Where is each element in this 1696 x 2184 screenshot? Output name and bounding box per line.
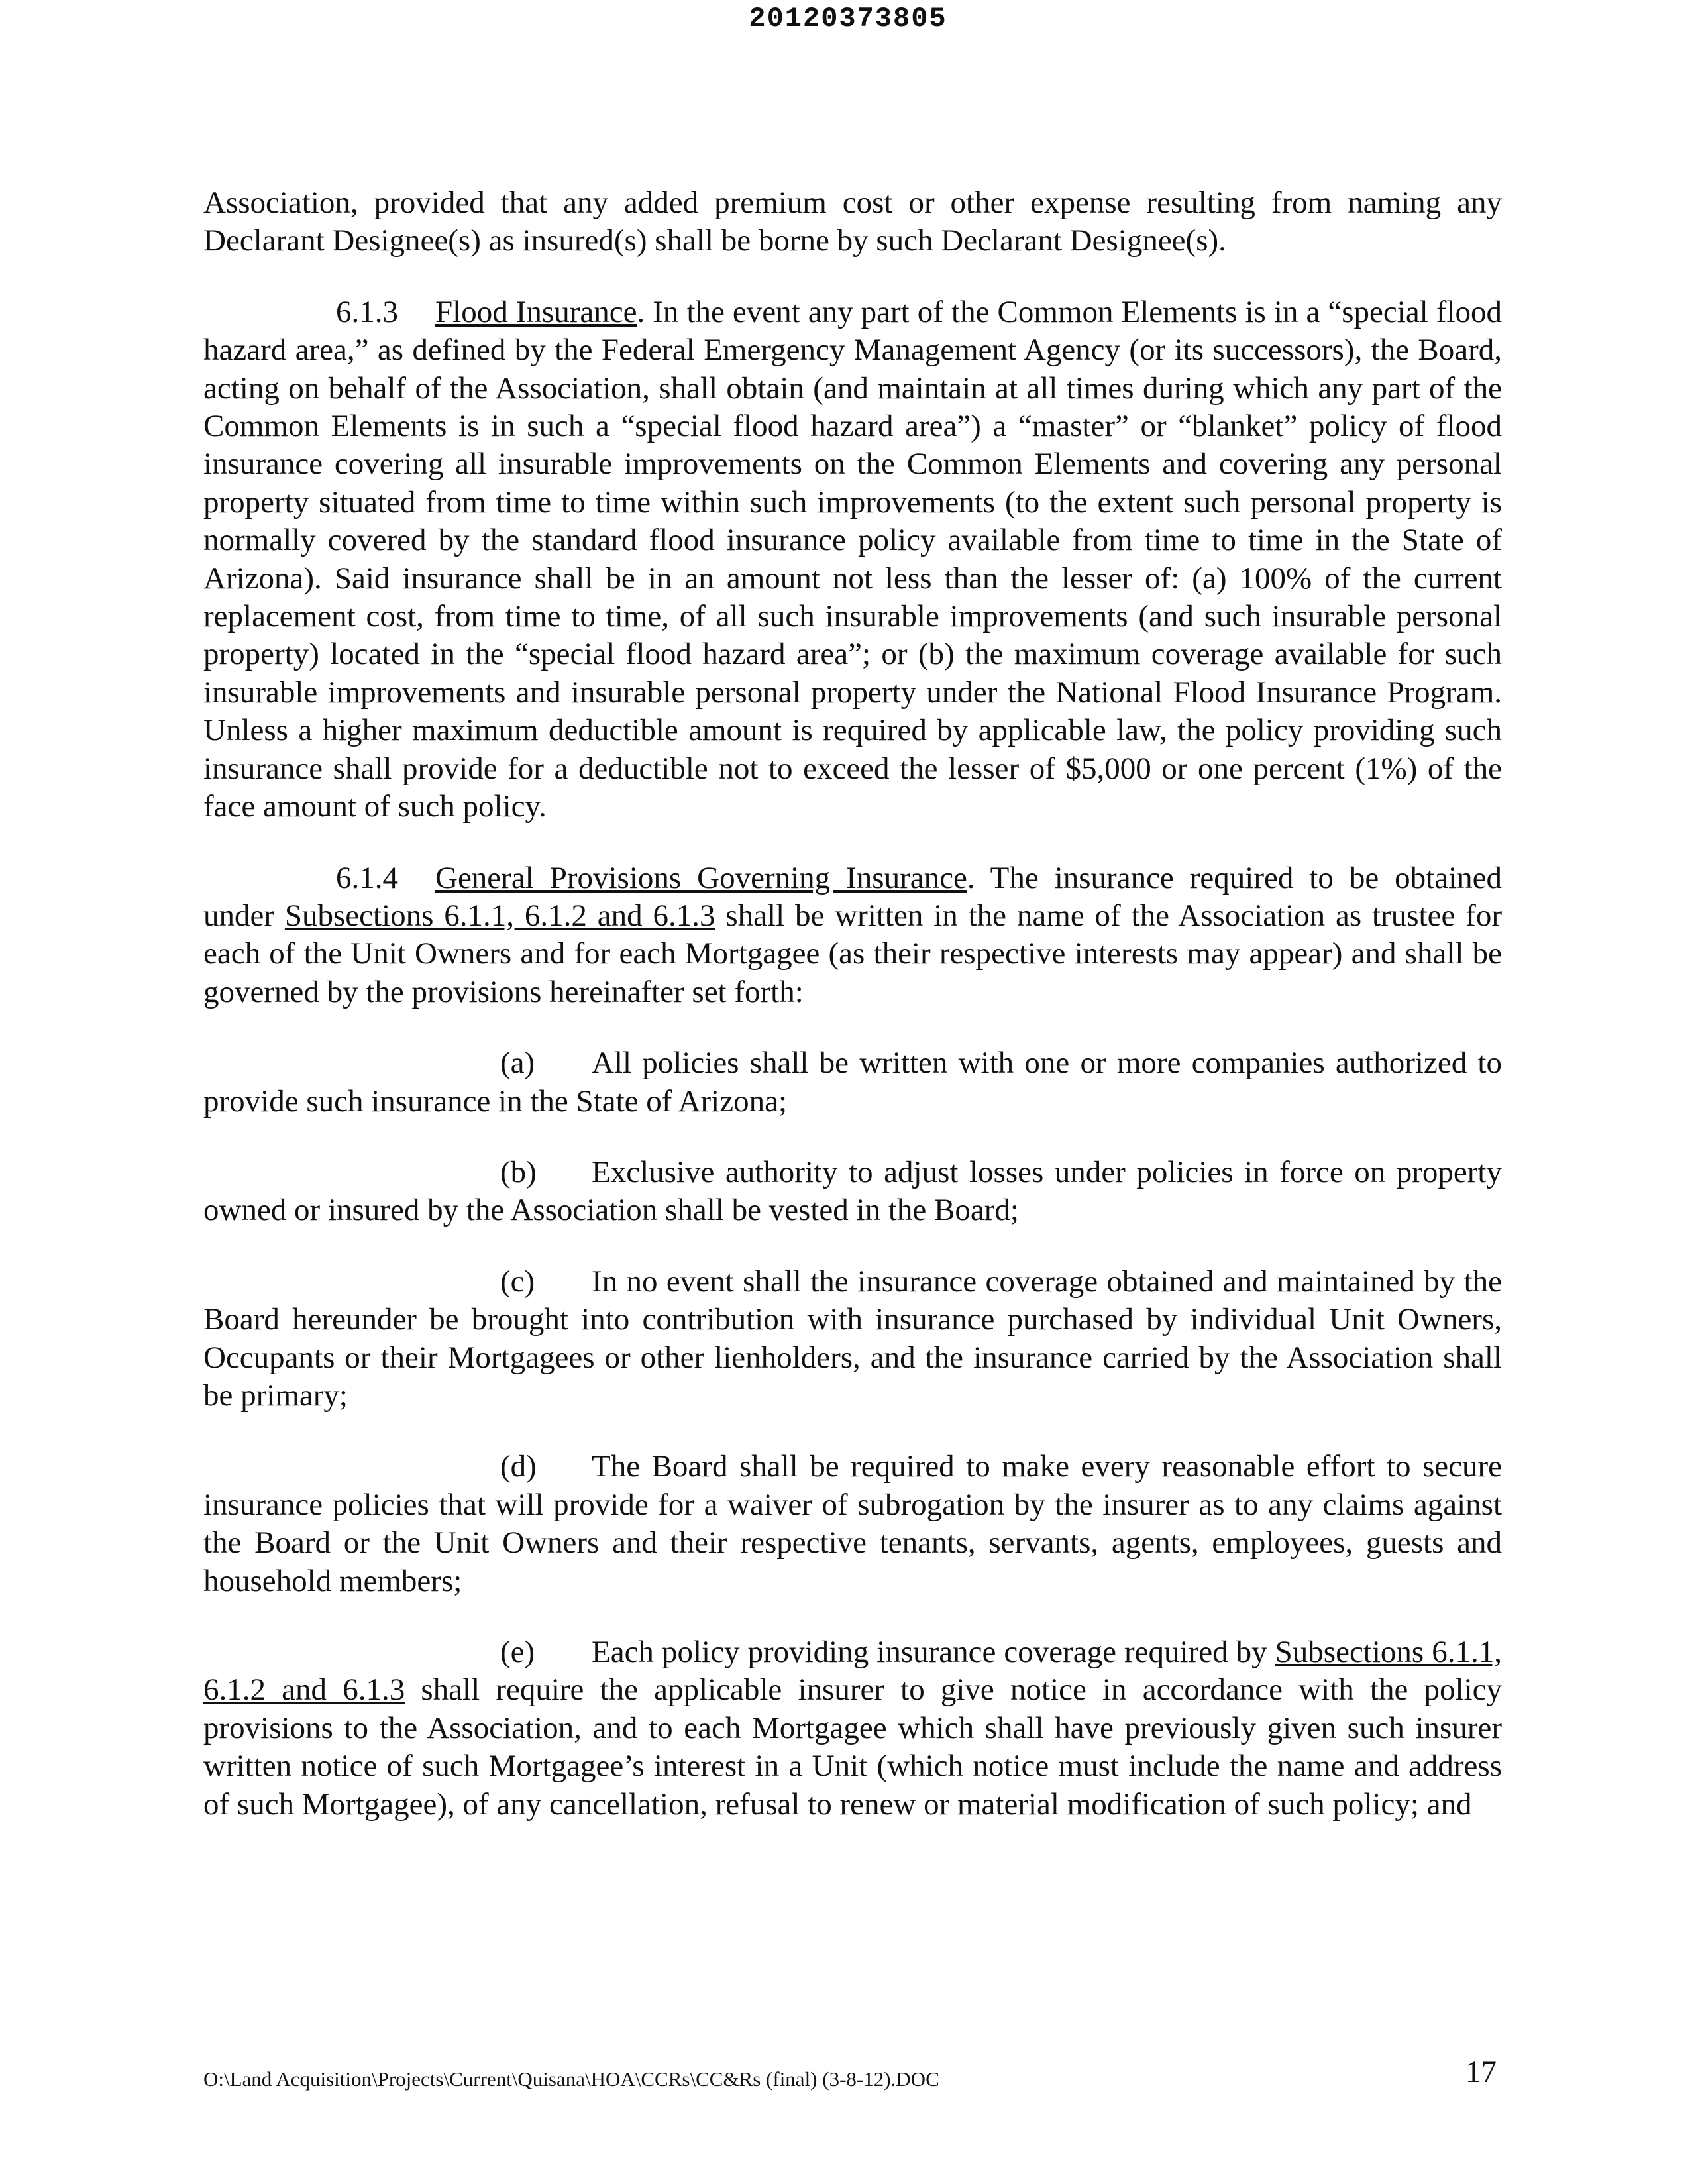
item-label: (e)	[500, 1635, 535, 1669]
heading-punctuation: .	[637, 294, 645, 329]
recording-number: 20120373805	[749, 3, 947, 34]
section-text: In the event any part of the Common Elements is in a “special flood hazard area,” as defined by the Federal Emergency Management Agency (or its successors), the Board, acting on behalf of the Association, shall obtain (and maintain at all times during which any part of the Common Elements is in such a “special flood hazard area”) a “master” or “blanket” policy of flood insurance covering all insurable improvements on the Common Elements and covering any personal property situated from time to time within such improvements (to the extent such personal property is normally covered by the standard flood insurance policy available from time to time in the State of Arizona). Said insurance shall be in an amount not less than the lesser of: (a) 100% of the current replacement cost, from time to time, of all such insurable improvements (and such insurable personal property) located in the “special flood hazard area”; or (b) the maximum coverage available for such insurable improvements and insurable personal property under the National Flood Insurance Program. Unless a higher maximum deductible amount is required by applicable law, the policy providing such insurance shall provide for a deductible not to exceed the lesser of $5,000 or one percent (1%) of the face amount of such policy.	[203, 294, 1502, 824]
item-text: shall require the applicable insurer to give notice in accordance with the policy provisions to the Association, and to each Mortgagee which shall have previously given such insurer written notice of such Mortgagee’s interest in a Unit (which notice must include the name and address of such Mortgagee), of any cancellation, refusal to renew or material modification of such policy; and	[203, 1672, 1502, 1822]
page-number: 17	[1465, 2055, 1497, 2089]
item-text: Exclusive authority to adjust losses under policies in force on property owned or insured by the Association shall be vested in the Board;	[203, 1154, 1502, 1228]
section-6-1-3	[203, 294, 1502, 826]
subsection-reference: Subsections 6.1.1, 6.1.2 and 6.1.3	[284, 898, 716, 933]
item-text: All policies shall be written with one or more companies authorized to provide such insurance in the State of Arizona;	[203, 1046, 1502, 1119]
list-item-e	[203, 1633, 1502, 1824]
list-item-a	[203, 1044, 1502, 1120]
section-text: shall be written in the name of the Association as trustee for each of the Unit Owners and for each Mortgagee (as their respective interests may appear) and shall be governed by the provisions hereinafter set forth:	[203, 898, 1502, 1009]
item-text: The Board shall be required to make every reasonable effort to secure insurance policies that will provide for a waiver of subrogation by the insurer as to any claims against the Board or the Unit Owners and their respective tenants, servants, agents, employees, guests and household members;	[203, 1449, 1502, 1598]
section-heading: General Provisions Governing Insurance	[435, 860, 967, 895]
item-text: In no event shall the insurance coverage obtained and maintained by the Board hereunder be brought into contribution with insurance purchased by individual Unit Owners, Occupants or their Mortgagees or other lienholders, and the insurance carried by the Association shall be primary;	[203, 1264, 1502, 1413]
section-number: 6.1.4	[336, 860, 398, 895]
list-item-c	[203, 1263, 1502, 1415]
list-item-d	[203, 1448, 1502, 1600]
heading-punctuation: .	[967, 860, 975, 895]
item-label: (c)	[500, 1264, 535, 1299]
list-item-b	[203, 1154, 1502, 1230]
subsection-reference: Subsections 6.1.1, 6.1.2 and 6.1.3	[203, 1635, 1502, 1708]
intro-paragraph: Association, provided that any added premium cost or other expense resulting from naming any Declarant Designee(s) as insured(s) shall be borne by such Declarant Designee(s).	[203, 186, 1502, 258]
item-label: (a)	[500, 1046, 535, 1081]
section-heading: Flood Insurance	[435, 294, 637, 329]
section-6-1-4	[203, 859, 1502, 1012]
item-label: (b)	[500, 1154, 537, 1189]
footer-file-path: O:\Land Acquisition\Projects\Current\Quisana\HOA\CCRs\CC&Rs (final) (3-8-12).DOC	[203, 2067, 939, 2091]
item-text: Each policy providing insurance coverage required by	[592, 1635, 1275, 1669]
document-body	[203, 184, 1502, 1857]
item-label: (d)	[500, 1449, 537, 1484]
section-text: The insurance required to be obtained under	[203, 860, 1502, 933]
section-number: 6.1.3	[336, 294, 398, 329]
